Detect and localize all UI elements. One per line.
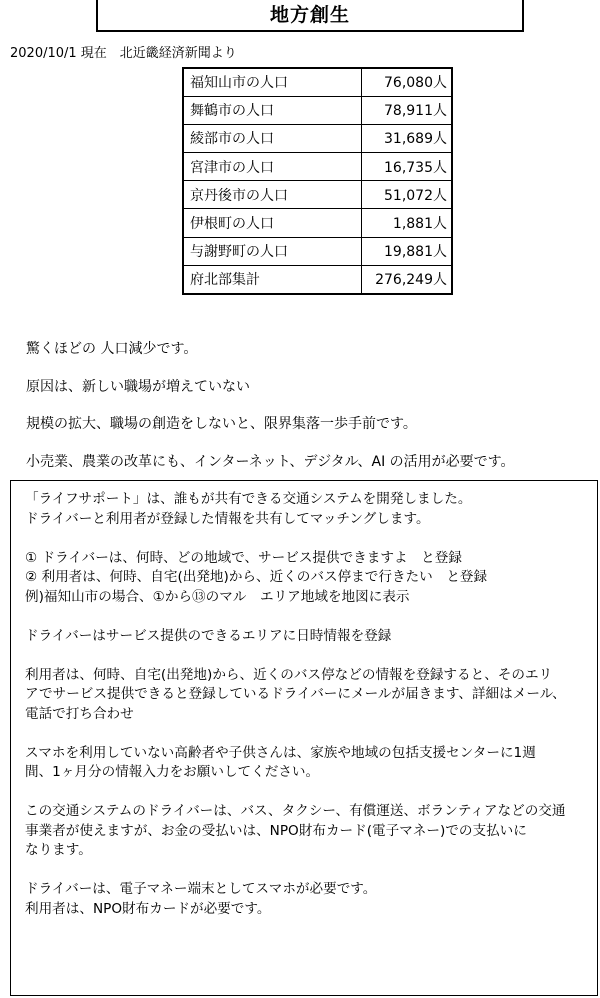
notice-line: 利用者は、NPO財布カードが必要です。 bbox=[25, 900, 271, 917]
population-table bbox=[182, 67, 453, 295]
table-row bbox=[183, 237, 452, 265]
notice-line: ドライバーと利用者が登録した情報を共有してマッチングします。 bbox=[25, 510, 430, 527]
paragraph: 驚くほどの 人口減少です。 bbox=[26, 341, 198, 357]
notice-line: 利用者は、何時、自宅(出発地)から、近くのバス停などの情報を登録すると、そのエリ bbox=[25, 666, 553, 683]
notice-line: 「ライフサポート」は、誰もが共有できる交通システムを開発しました。 bbox=[25, 491, 472, 507]
notice-line: ② 利用者は、何時、自宅(出発地)から、近くのバス停まで行きたい と登録 bbox=[25, 569, 488, 585]
city-name: 伊根町の人口 bbox=[183, 209, 361, 237]
population-count: 51,072人 bbox=[361, 181, 452, 209]
paragraph: 原因は、新しい職場が増えていない bbox=[26, 379, 250, 395]
population-count: 31,689人 bbox=[361, 124, 452, 152]
table-row bbox=[183, 124, 452, 152]
page-title: 地方創生 bbox=[96, 0, 524, 32]
source-line: 2020/10/1 現在 北近畿経済新聞より bbox=[10, 46, 237, 61]
paragraph: 規模の拡大、職場の創造をしないと、限界集落一歩手前です。 bbox=[26, 416, 417, 432]
population-count: 78,911人 bbox=[361, 96, 452, 124]
notice-line: なります。 bbox=[25, 842, 92, 858]
table-row bbox=[183, 96, 452, 124]
city-name: 綾部市の人口 bbox=[183, 124, 361, 152]
notice-line: 例)福知山市の場合、①から⑬のマル エリア地域を地図に表示 bbox=[25, 588, 410, 605]
notice-box bbox=[10, 480, 598, 996]
notice-line: 電話で打ち合わせ bbox=[25, 705, 134, 722]
city-name: 宮津市の人口 bbox=[183, 153, 361, 181]
notice-line: ドライバーはサービス提供のできるエリアに日時情報を登録 bbox=[25, 627, 392, 644]
city-name: 舞鶴市の人口 bbox=[183, 96, 361, 124]
notice-line: アでサービス提供できると登録しているドライバーにメールが届きます、詳細はメール、 bbox=[25, 686, 566, 702]
table-row bbox=[183, 68, 452, 96]
population-count: 76,080人 bbox=[361, 68, 452, 96]
city-name: 与謝野町の人口 bbox=[183, 237, 361, 265]
notice-line: 事業者が使えますが、お金の受払いは、NPO財布カード(電子マネー)での支払いに bbox=[25, 822, 527, 839]
population-count: 16,735人 bbox=[361, 153, 452, 181]
population-count: 19,881人 bbox=[361, 237, 452, 265]
notice-line: ① ドライバーは、何時、どの地域で、サービス提供できますよ と登録 bbox=[25, 549, 462, 566]
notice-line: ドライバーは、電子マネー端末としてスマホが必要です。 bbox=[25, 881, 377, 897]
table-row bbox=[183, 209, 452, 237]
paragraph: 小売業、農業の改革にも、インターネット、デジタル、AI の活用が必要です。 bbox=[26, 454, 515, 470]
city-name: 府北部集計 bbox=[183, 265, 361, 293]
notice-line: 間、1ヶ月分の情報入力をお願いしてください。 bbox=[25, 764, 320, 780]
population-count: 276,249人 bbox=[361, 265, 452, 293]
table-row bbox=[183, 181, 452, 209]
city-name: 京丹後市の人口 bbox=[183, 181, 361, 209]
city-name: 福知山市の人口 bbox=[183, 68, 361, 96]
population-count: 1,881人 bbox=[361, 209, 452, 237]
table-row-total bbox=[183, 265, 452, 293]
table-row bbox=[183, 153, 452, 181]
notice-line: スマホを利用していない高齢者や子供さんは、家族や地域の包括支援センターに1週 bbox=[25, 744, 536, 761]
notice-line: この交通システムのドライバーは、バス、タクシー、有償運送、ボランティアなどの交通 bbox=[25, 803, 566, 819]
